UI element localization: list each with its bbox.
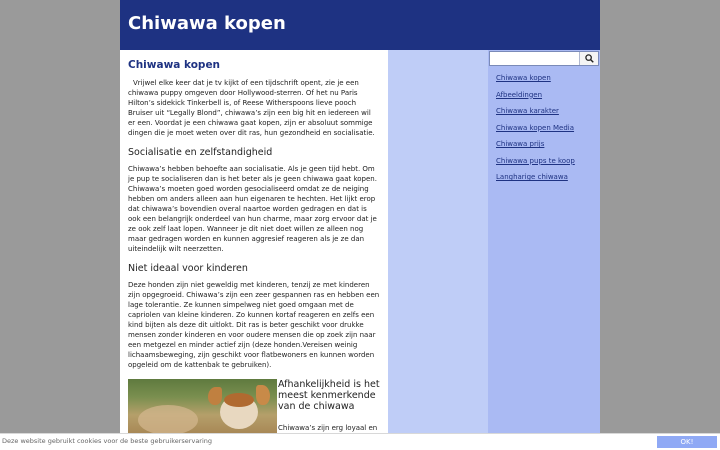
cookie-notice-text: Deze website gebruikt cookies voor de beste gebruikerservaring — [2, 437, 213, 445]
section-heading-socialisatie: Socialisatie en zelfstandigheid — [128, 147, 273, 158]
section-heading-afhankelijkheid: Afhankelijkheid is het meest kenmerkende van de chiwawa — [278, 379, 380, 412]
search-input[interactable] — [490, 52, 579, 65]
sidebar-nav — [496, 70, 575, 186]
sidebar-link-langharige-chiwawa[interactable]: Langharige chiwawa — [496, 173, 568, 181]
main-content — [120, 50, 388, 450]
section-text-kinderen: Deze honden zijn niet geweldig met kinderen, tenzij ze met kinderen zijn opgegroeid. Chiwawa’s zijn een zeer gespannen ras en hebben een lage tolerantie. Ze kunnen simpelweg niet goed omgaan met de capriolen van kleine kinderen. Zo kunnen kortaf reageren en zelfs een kind bijten als deze dit uitlokt. Dit ras is beter geschikt voor drukke mensen zonder kinderen en voor oudere mensen die op zoek zijn naar een metgezel en minder actief zijn (deze honden.Vereisen weinig lichaamsbeweging, zijn geschikt voor flatbewoners en kunnen worden opgeleid om de kattenbak te gebruiken). — [128, 281, 380, 369]
photo-dog-face — [224, 393, 254, 407]
photo-fur-blur — [138, 405, 198, 435]
sidebar-item-chiwawa-kopen — [496, 70, 575, 87]
article-title: Chiwawa kopen — [128, 59, 221, 71]
article — [120, 58, 380, 439]
sidebar-item-chiwawa-kopen-media — [496, 120, 575, 137]
search-button[interactable] — [579, 52, 598, 65]
site-header — [120, 0, 600, 50]
site-title[interactable]: Chiwawa kopen — [128, 13, 286, 34]
photo-dog-ear-right — [256, 385, 270, 405]
article-intro: Vrijwel elke keer dat je tv kijkt of een tijdschrift opent, zie je een chiwawa puppy omgeven door Hollywood-sterren. Of het nu Paris Hilton’s sidekick Tinkerbell is, of Reese Witherspoons lieve pooch Bruiser uit “Legally Blond”, chiwawa’s zijn een big hit en iedereen wil er een. Voordat je een chiwawa gaat kopen, zijn er absoluut sommige dingen die je moet weten over dit ras, hun gezondheid en socialisatie. — [128, 79, 375, 137]
page-container — [120, 0, 600, 450]
sidebar-item-afbeeldingen — [496, 87, 575, 104]
sidebar-item-langharige-chiwawa — [496, 169, 575, 186]
sidebar-link-chiwawa-pups-te-koop[interactable]: Chiwawa pups te koop — [496, 156, 575, 165]
section-text-afhankelijkheid: Chiwawa’s zijn erg loyaal en — [278, 424, 378, 432]
sidebar-link-afbeeldingen[interactable]: Afbeeldingen — [496, 90, 543, 99]
cookie-ok-button[interactable]: OK! — [657, 436, 717, 448]
chihuahua-photo — [128, 379, 277, 439]
sidebar — [488, 50, 600, 450]
section-heading-kinderen: Niet ideaal voor kinderen — [128, 263, 248, 274]
search-icon — [585, 54, 594, 63]
sidebar-link-chiwawa-kopen-media[interactable]: Chiwawa kopen Media — [496, 123, 575, 132]
sidebar-item-chiwawa-pups-te-koop — [496, 153, 575, 170]
section-text-socialisatie: Chiwawa’s hebben behoefte aan socialisatie. Als je geen tijd hebt. Om je pup te socialiseren dan is het beter als je geen chiwawa gaat kopen. Chiwawa’s moeten goed worden gesocialiseerd omdat ze de neiging hebben om anders alleen aan hun eigenaren te hechten. Het lijkt erop dat chiwawa’s bovendien overal naartoe worden gedragen en dat is ook een belangrijk onderdeel van hun charme, maar zorg ervoor dat je ze ook zelf laat lopen. Wanneer je dit niet doet willen ze alleen nog maar gedragen worden en kunnen aggresief reageren als je ze dan uiteindelijk wilt neerzetten. — [128, 165, 377, 253]
middle-column — [388, 50, 488, 450]
sidebar-link-chiwawa-karakter[interactable]: Chiwawa karakter — [496, 107, 559, 115]
sidebar-item-chiwawa-karakter — [496, 103, 575, 120]
photo-section — [128, 379, 380, 439]
sidebar-item-chiwawa-prijs — [496, 136, 575, 153]
search-form — [489, 51, 599, 66]
sidebar-link-chiwawa-prijs[interactable]: Chiwawa prijs — [496, 140, 545, 148]
photo-dog-ear-left — [208, 387, 222, 405]
cookie-bar — [0, 433, 720, 450]
sidebar-link-chiwawa-kopen[interactable]: Chiwawa kopen — [496, 74, 551, 82]
